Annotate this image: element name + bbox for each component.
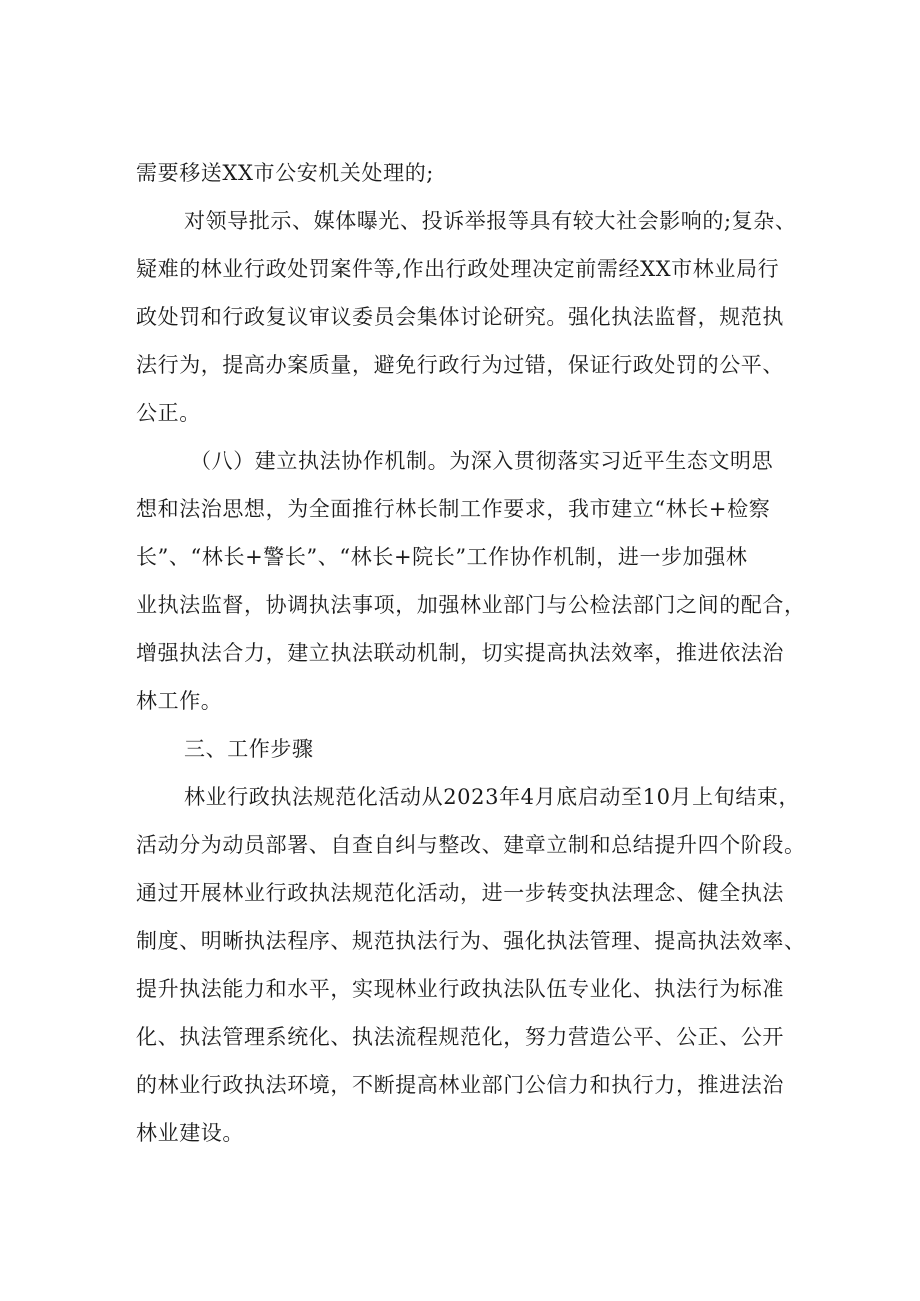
text-line: 业执法监督，协调执法事项，加强林业部门与公检法部门之间的配合， (136, 593, 806, 617)
section-heading: 三、工作步骤 (184, 737, 314, 761)
text-line: 林业行政执法规范化活动从2023年4月底启动至10月上旬结束， (184, 785, 801, 809)
text-line: 制度、明晰执法程序、规范执法行为、强化执法管理、提高执法效率、 (136, 929, 806, 953)
text-line: 增强执法合力，建立执法联动机制，切实提高执法效率，推进依法治 (136, 641, 784, 665)
text-line: 化、执法管理系统化、执法流程规范化，努力营造公平、公正、公开 (136, 1025, 784, 1049)
text-line: 想和法治思想，为全面推行林长制工作要求，我市建立“林长+检察 (136, 497, 771, 521)
text-line: 活动分为动员部署、自查自纠与整改、建章立制和总结提升四个阶段。 (136, 833, 806, 857)
text-line: 需要移送XX市公安机关处理的; (136, 161, 434, 185)
text-line: 林业建设。 (136, 1121, 244, 1145)
text-line: 法行为，提高办案质量，避免行政行为过错，保证行政处罚的公平、 (136, 353, 784, 377)
text-line: 通过开展林业行政执法规范化活动，进一步转变执法理念、健全执法 (136, 881, 784, 905)
text-line: 疑难的林业行政处罚案件等,作出行政处理决定前需经XX市林业局行 (136, 257, 780, 281)
text-line: 政处罚和行政复议审议委员会集体讨论研究。强化执法监督，规范执 (136, 305, 784, 329)
text-line: 提升执法能力和水平，实现林业行政执法队伍专业化、执法行为标准 (136, 977, 784, 1001)
text-line: 公正。 (136, 401, 201, 425)
text-line: 长”、“林长+警长”、“林长+院长”工作协作机制，进一步加强林 (136, 545, 748, 569)
text-line: 林工作。 (136, 689, 223, 713)
text-line: 对领导批示、媒体曝光、投诉举报等具有较大社会影响的;复杂、 (184, 209, 797, 233)
section-heading: （八）建立执法协作机制。为深入贯彻落实习近平生态文明思 (190, 449, 774, 473)
text-line: 的林业行政执法环境，不断提高林业部门公信力和执行力，推进法治 (136, 1073, 784, 1097)
